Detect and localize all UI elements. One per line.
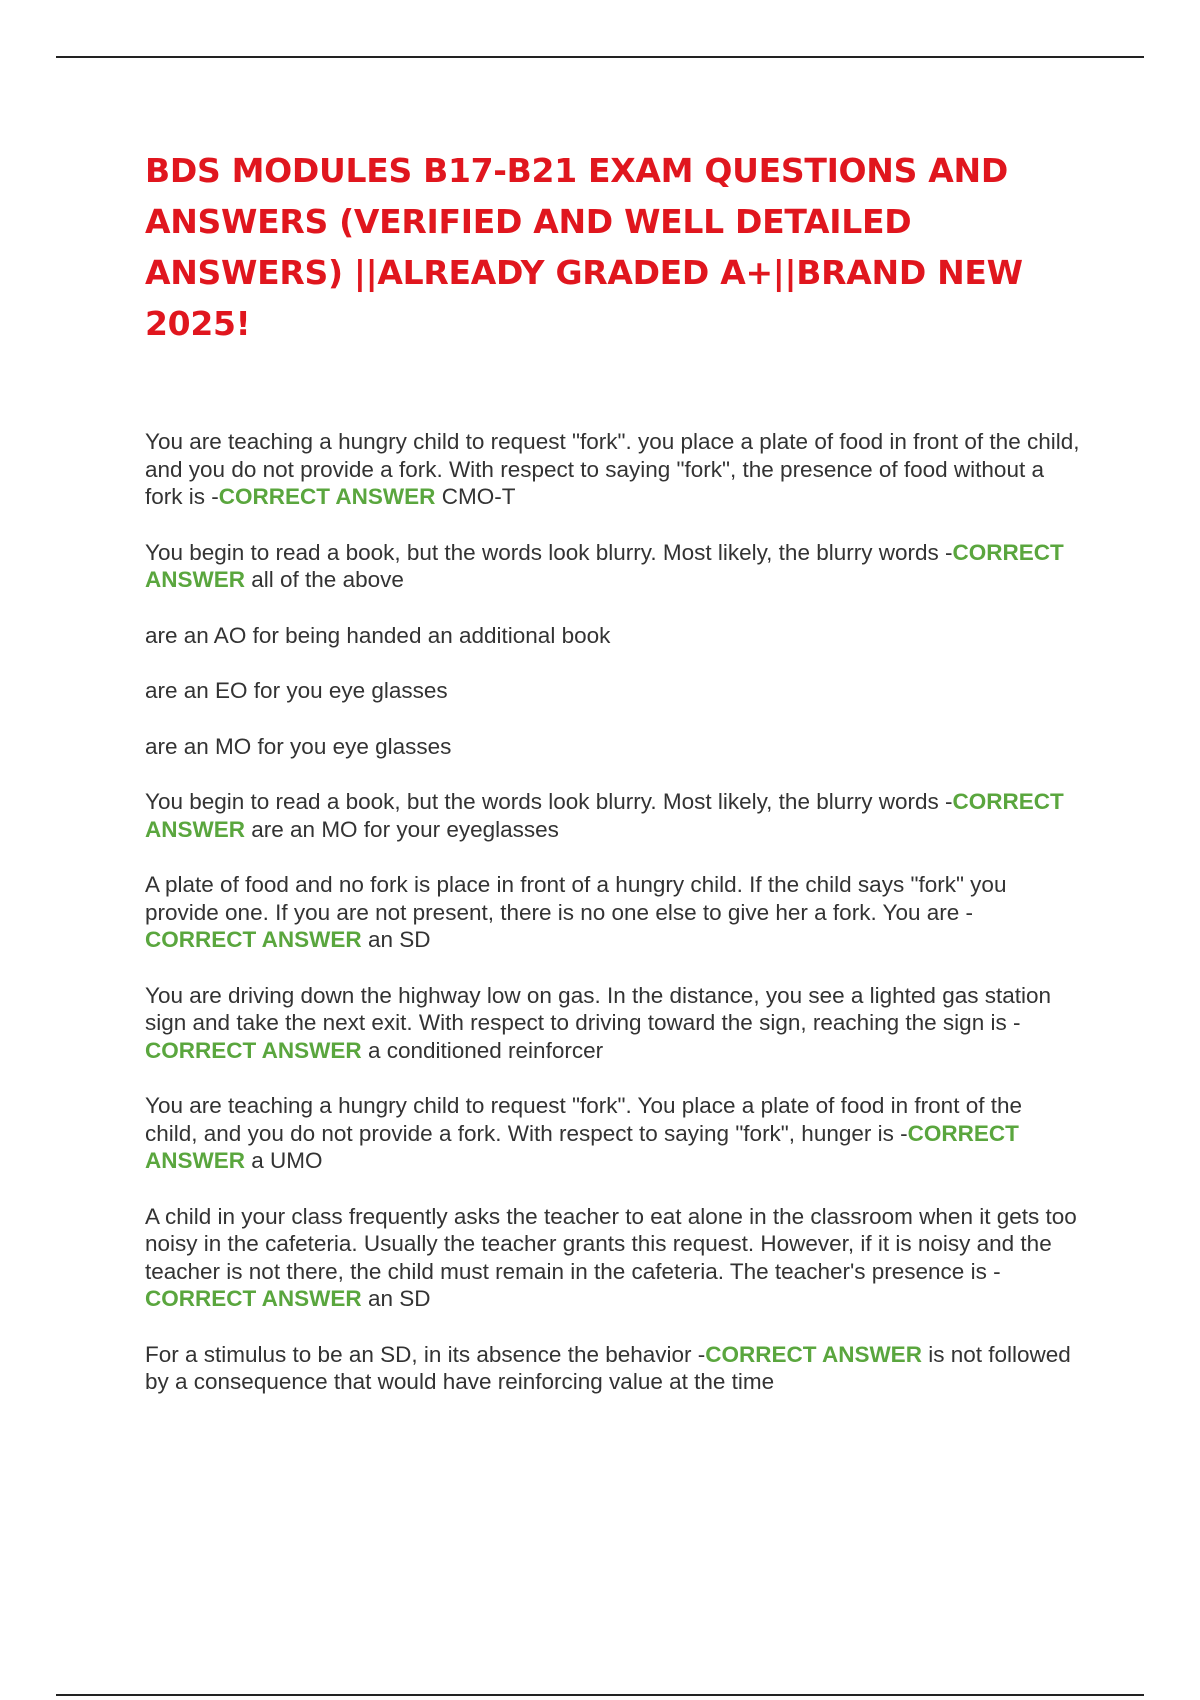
qa-item: [145, 1092, 1080, 1175]
answer-text: an SD: [367, 1286, 431, 1311]
answer-text: is not followed by a consequence that would have reinforcing value at the time: [145, 1341, 1071, 1394]
qa-item: [145, 788, 1080, 843]
qa-item: [145, 1341, 1080, 1396]
question-text: You begin to read a book, but the words look blurry. Most likely, the blurry words -: [145, 539, 953, 565]
correct-answer-label: CORRECT ANSWER: [705, 1341, 922, 1367]
question-text: You are driving down the highway low on gas. In the distance, you see a lighted gas station sign and take the next exit. With respect to driving toward the sign, reaching the sign is -: [145, 982, 1052, 1035]
qa-item: [145, 1203, 1080, 1313]
answer-option: are an EO for you eye glasses: [145, 678, 448, 703]
correct-answer-label: CORRECT ANSWER: [145, 1286, 362, 1311]
correct-answer-label: CORRECT ANSWER: [145, 539, 1064, 592]
qa-item: [145, 982, 1080, 1065]
bottom-rule: [56, 1694, 1144, 1696]
top-rule: [56, 56, 1144, 58]
question-text: A plate of food and no fork is place in front of a hungry child. If the child says "fork" you provide one. If you are not present, there is no one else to give her a fork. You are -: [145, 872, 1007, 925]
qa-item: [145, 871, 1080, 954]
document-title: BDS MODULES B17-B21 EXAM QUESTIONS AND ANSWERS (VERIFIED AND WELL DETAILED ANSWERS) ||ALREADY GRADED A+||BRAND NEW 2025!: [145, 151, 1023, 343]
answer-text: all of the above: [251, 567, 404, 592]
answer-text: are an MO for your eyeglasses: [251, 816, 559, 842]
correct-answer-label: CORRECT ANSWER: [145, 1120, 1019, 1173]
answer-option: are an AO for being handed an additional book: [145, 622, 611, 648]
correct-answer-label: CORRECT ANSWER: [145, 927, 362, 952]
answer-text: a UMO: [251, 1148, 323, 1173]
qa-list: [145, 428, 1080, 1424]
answer-text: an SD: [367, 927, 431, 952]
question-text: For a stimulus to be an SD, in its absence the behavior -: [145, 1341, 706, 1367]
qa-item: [145, 539, 1080, 594]
answer-text: a conditioned reinforcer: [367, 1037, 604, 1063]
question-text: A child in your class frequently asks the teacher to eat alone in the classroom when it gets too noisy in the cafeteria. Usually the teacher grants this request. However, if it is noisy and the teacher is not there, the child must remain in the cafeteria. The teacher's presence is -: [145, 1203, 1077, 1284]
answer-text: CMO-T: [441, 484, 516, 509]
qa-item: [145, 428, 1080, 511]
correct-answer-label: CORRECT ANSWER: [218, 484, 436, 509]
correct-answer-label: CORRECT ANSWER: [145, 1037, 362, 1063]
question-text: You begin to read a book, but the words look blurry. Most likely, the blurry words -: [145, 789, 953, 814]
question-text: You are teaching a hungry child to request "fork". You place a plate of food in front of the child, and you do not provide a fork. With respect to saying "fork", hunger is -: [145, 1093, 1022, 1146]
answer-option: are an MO for you eye glasses: [145, 733, 452, 759]
question-text: You are teaching a hungry child to request "fork". you place a plate of food in front of the child, and you do not provide a fork. With respect to saying "fork", the presence of food without a fork is -: [145, 429, 1080, 509]
correct-answer-label: CORRECT ANSWER: [145, 789, 1064, 842]
